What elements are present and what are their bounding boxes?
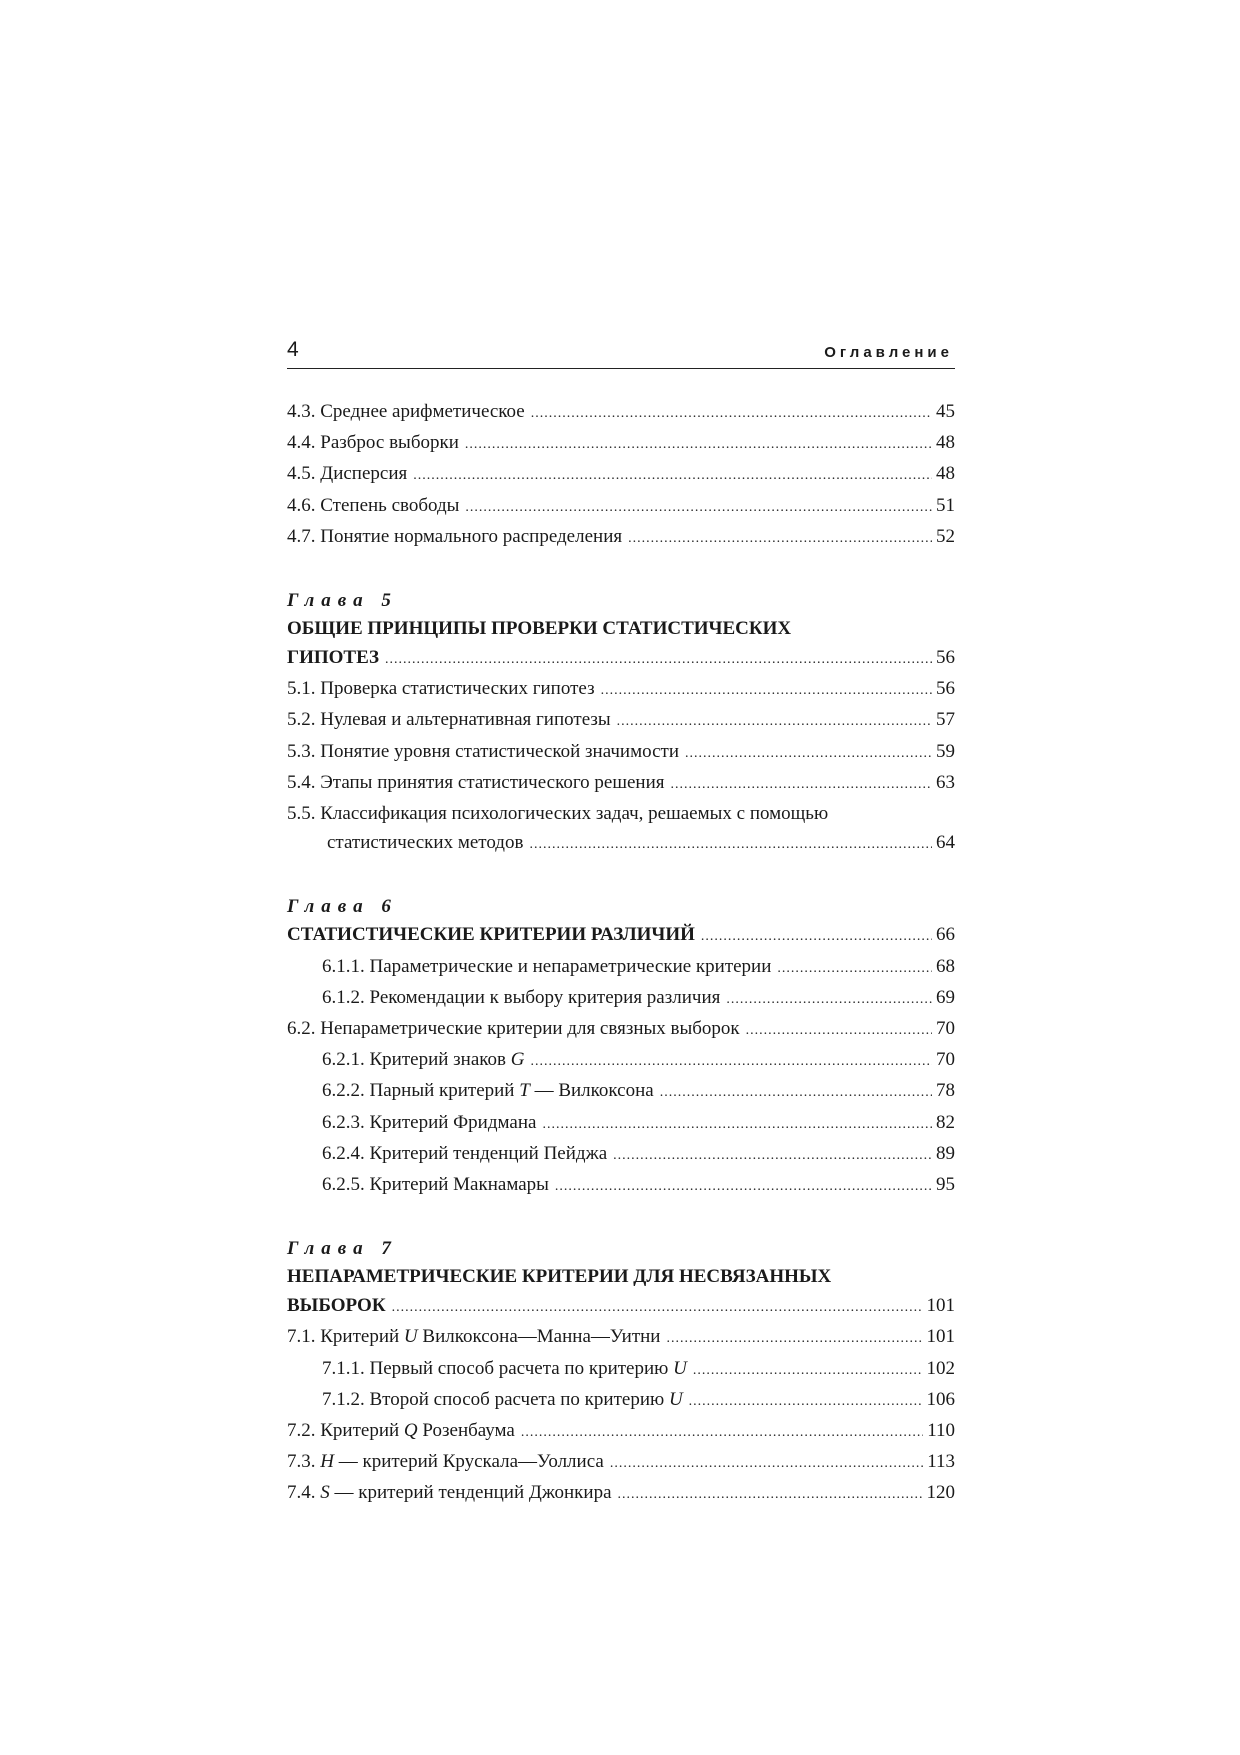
toc-entry-4-6[interactable]: 4.6. Степень свободы ..... 51 xyxy=(287,491,955,522)
toc-entry-4-7[interactable]: 4.7. Понятие нормального распределения ..... 52 xyxy=(287,522,955,553)
page-number: 4 xyxy=(287,338,299,361)
toc-entry-5-4[interactable]: 5.4. Этапы принятия статистического решения ..... 63 xyxy=(287,768,955,799)
running-title: Оглавление xyxy=(824,344,953,361)
toc-entry-5-5-cont[interactable]: статистических методов ..... 64 xyxy=(287,828,955,859)
toc-entry-chapter-5[interactable]: ГИПОТЕЗ ..... 56 xyxy=(287,643,955,674)
chapter-6-label: Глава 6 xyxy=(287,896,398,918)
toc-entry-chapter-7[interactable]: ВЫБОРОК ..... 101 xyxy=(287,1291,955,1322)
toc-entry-7-1-2[interactable]: 7.1.2. Второй способ расчета по критерию U ..... 106 xyxy=(287,1385,955,1416)
chapter-5-title[interactable]: ОБЩИЕ ПРИНЦИПЫ ПРОВЕРКИ СТАТИСТИЧЕСКИХ xyxy=(287,618,792,640)
table-of-contents xyxy=(287,397,955,1510)
toc-entry-6-2-3[interactable]: 6.2.3. Критерий Фридмана ..... 82 xyxy=(287,1108,955,1139)
toc-entry-6-1-2[interactable]: 6.1.2. Рекомендации к выбору критерия различия ..... 69 xyxy=(287,983,955,1014)
toc-entry-5-3[interactable]: 5.3. Понятие уровня статистической значимости ..... 59 xyxy=(287,737,955,768)
toc-entry-chapter-6[interactable]: СТАТИСТИЧЕСКИЕ КРИТЕРИИ РАЗЛИЧИЙ ..... 66 xyxy=(287,920,955,951)
toc-entry-6-2-4[interactable]: 6.2.4. Критерий тенденций Пейджа ..... 89 xyxy=(287,1139,955,1170)
toc-entry-6-1-1[interactable]: 6.1.1. Параметрические и непараметрические критерии ..... 68 xyxy=(287,952,955,983)
toc-entry-6-2[interactable]: 6.2. Непараметрические критерии для связных выборок ..... 70 xyxy=(287,1014,955,1045)
chapter-7-label: Глава 7 xyxy=(287,1238,398,1260)
toc-entry-6-2-5[interactable]: 6.2.5. Критерий Макнамары ..... 95 xyxy=(287,1170,955,1201)
toc-entry-5-1[interactable]: 5.1. Проверка статистических гипотез ..... 56 xyxy=(287,674,955,705)
toc-page xyxy=(287,336,955,1510)
toc-entry-4-4[interactable]: 4.4. Разброс выборки ..... 48 xyxy=(287,428,955,459)
chapter-7-title[interactable]: НЕПАРАМЕТРИЧЕСКИЕ КРИТЕРИИ ДЛЯ НЕСВЯЗАННЫХ xyxy=(287,1266,832,1288)
toc-entry-5-5[interactable]: 5.5. Классификация психологических задач, решаемых с помощью xyxy=(287,803,829,825)
chapter-5-label: Глава 5 xyxy=(287,590,398,612)
toc-entry-7-1-1[interactable]: 7.1.1. Первый способ расчета по критерию U ..... 102 xyxy=(287,1354,955,1385)
toc-entry-4-5[interactable]: 4.5. Дисперсия ..... 48 xyxy=(287,459,955,490)
toc-entry-7-3[interactable]: 7.3. H — критерий Крускала—Уоллиса ..... 113 xyxy=(287,1447,955,1478)
toc-entry-7-2[interactable]: 7.2. Критерий Q Розенбаума ..... 110 xyxy=(287,1416,955,1447)
toc-entry-4-3[interactable]: 4.3. Среднее арифметическое ..... 45 xyxy=(287,397,955,428)
toc-entry-6-2-1[interactable]: 6.2.1. Критерий знаков G ..... 70 xyxy=(287,1045,955,1076)
toc-entry-6-2-2[interactable]: 6.2.2. Парный критерий T — Вилкоксона ..... 78 xyxy=(287,1076,955,1107)
toc-entry-7-4[interactable]: 7.4. S — критерий тенденций Джонкира ..... 120 xyxy=(287,1478,955,1509)
toc-entry-5-2[interactable]: 5.2. Нулевая и альтернативная гипотезы ..... 57 xyxy=(287,705,955,736)
toc-entry-7-1[interactable]: 7.1. Критерий U Вилкоксона—Манна—Уитни ..... 101 xyxy=(287,1322,955,1353)
page-header xyxy=(287,336,955,369)
